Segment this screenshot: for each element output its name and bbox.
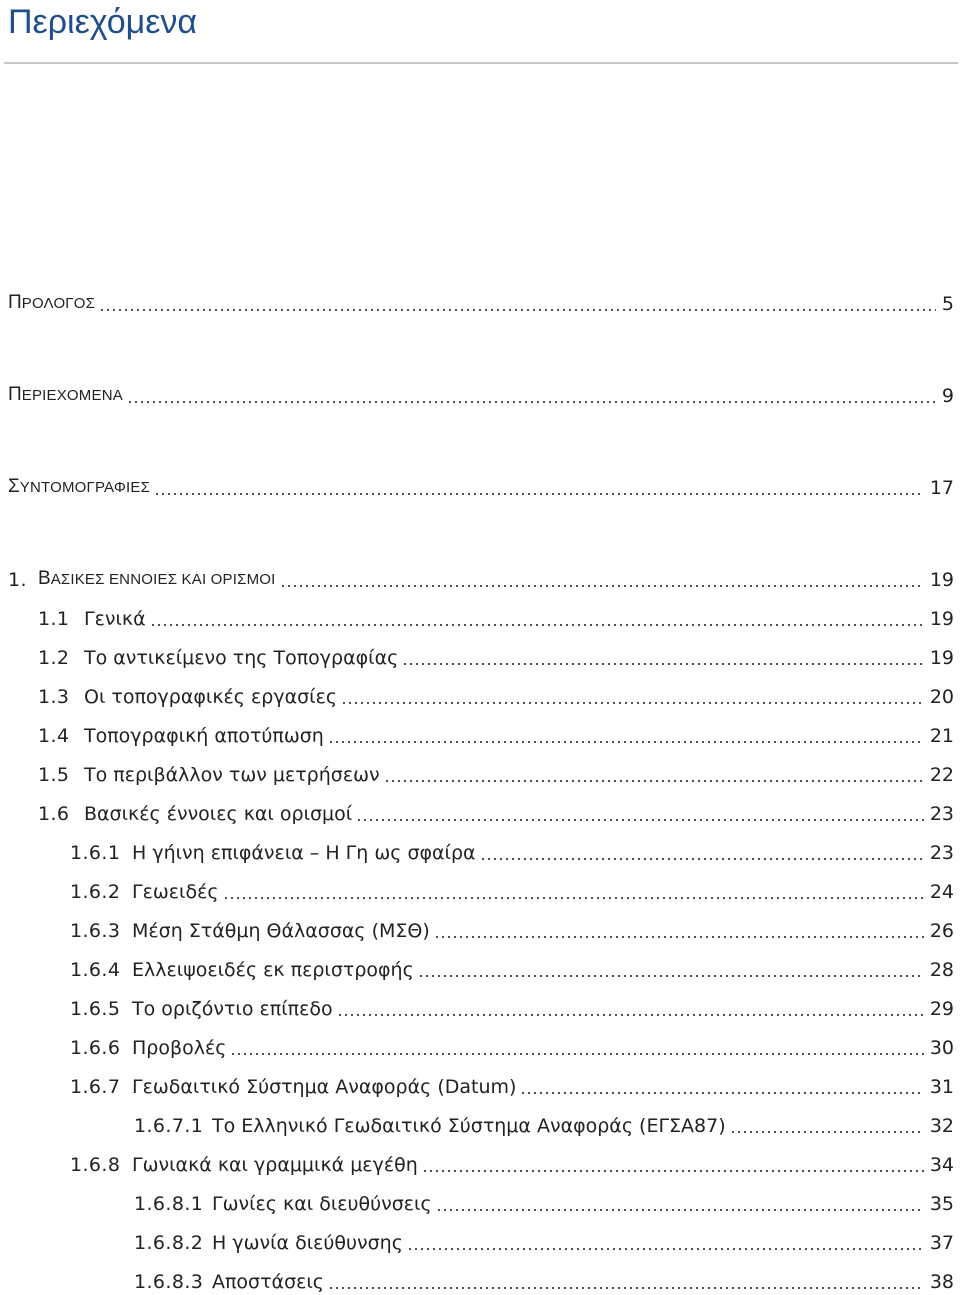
toc-entry-1-6[interactable] — [38, 798, 954, 826]
toc-leader-dots — [127, 401, 936, 403]
toc-entry-label: Ελλειψοειδές εκ περιστροφής — [132, 959, 414, 981]
toc-entry-label: Γενικά — [84, 608, 146, 630]
toc-page-number: 28 — [929, 959, 954, 981]
toc-entry-label: Οι τοπογραφικές εργασίες — [84, 686, 337, 708]
toc-entry-1-6-6[interactable] — [70, 1032, 954, 1060]
toc-leader-dots — [328, 1287, 924, 1289]
toc-page-number: 5 — [941, 293, 954, 315]
toc-entry-number: 1.6.4 — [70, 959, 121, 981]
toc-entry-label: Μέση Στάθμη Θάλασσας (ΜΣΘ) — [132, 920, 430, 942]
toc-leader-dots — [150, 624, 924, 626]
toc-entry-abbreviations[interactable] — [8, 472, 954, 500]
toc-entry-1-6-8-3[interactable] — [134, 1266, 954, 1294]
toc-page-number: 32 — [929, 1115, 954, 1137]
toc-entry-label: ΒΑΣΙΚΕΣ ΕΝΝΟΙΕΣ ΚΑΙ ΟΡΙΣΜΟΙ — [38, 568, 276, 589]
toc-entry-number: 1.6.7 — [70, 1076, 121, 1098]
toc-leader-dots — [341, 702, 924, 704]
toc-entry-1-1[interactable] — [38, 603, 954, 631]
toc-leader-dots — [223, 897, 924, 899]
toc-entry-1-2[interactable] — [38, 642, 954, 670]
toc-leader-dots — [436, 1209, 924, 1211]
toc-page-number: 21 — [929, 725, 954, 747]
toc-entry-1-5[interactable] — [38, 759, 954, 787]
toc-leader-dots — [407, 1248, 924, 1250]
toc-entry-label: Η γωνία διεύθυνσης — [212, 1232, 403, 1254]
toc-entry-number: 1. — [8, 569, 27, 591]
toc-leader-dots — [154, 493, 924, 495]
toc-page-number: 22 — [929, 764, 954, 786]
toc-entry-label: Γεωδαιτικό Σύστημα Αναφοράς (Datum) — [132, 1076, 517, 1098]
toc-entry-number: 1.6.8.3 — [134, 1271, 204, 1293]
toc-leader-dots — [402, 663, 924, 665]
toc-entry-1-6-3[interactable] — [70, 915, 954, 943]
toc-entry-prologue[interactable] — [8, 288, 954, 316]
toc-entry-label: Γεωειδές — [132, 881, 219, 903]
toc-leader-dots — [434, 936, 924, 938]
toc-entry-number: 1.3 — [38, 686, 70, 708]
toc-entry-number: 1.6.8.1 — [134, 1193, 204, 1215]
toc-entry-contents[interactable] — [8, 380, 954, 408]
toc-entry-label: ΣΥΝΤΟΜΟΓΡΑΦΙΕΣ — [8, 476, 151, 497]
toc-leader-dots — [99, 309, 936, 311]
toc-page-number: 19 — [929, 608, 954, 630]
toc-entry-number: 1.6.6 — [70, 1037, 121, 1059]
toc-leader-dots — [337, 1014, 924, 1016]
toc-entry-number: 1.6.1 — [70, 842, 121, 864]
toc-entry-number: 1.1 — [38, 608, 70, 630]
toc-leader-dots — [328, 741, 924, 743]
toc-leader-dots — [422, 1170, 924, 1172]
toc-entry-1-6-4[interactable] — [70, 954, 954, 982]
toc-entry-label: Το οριζόντιο επίπεδο — [132, 998, 333, 1020]
toc-entry-label: Τοπογραφική αποτύπωση — [84, 725, 324, 747]
toc-entry-1-4[interactable] — [38, 720, 954, 748]
toc-leader-dots — [730, 1131, 924, 1133]
toc-entry-1-6-2[interactable] — [70, 876, 954, 904]
toc-leader-dots — [384, 780, 924, 782]
toc-page-number: 19 — [929, 569, 954, 591]
toc-entry-label: Το περιβάλλον των μετρήσεων — [84, 764, 380, 786]
toc-page-number: 20 — [929, 686, 954, 708]
toc-entry-1-6-7[interactable] — [70, 1071, 954, 1099]
toc-page-number: 9 — [941, 385, 954, 407]
toc-entry-1-6-5[interactable] — [70, 993, 954, 1021]
toc-entry-1-6-8-2[interactable] — [134, 1227, 954, 1255]
toc-leader-dots — [356, 819, 924, 821]
toc-page-number: 24 — [929, 881, 954, 903]
toc-entry-1-6-1[interactable] — [70, 837, 954, 865]
page-title: Περιεχόμενα — [8, 3, 198, 41]
toc-entry-label: Γωνίες και διευθύνσεις — [212, 1193, 432, 1215]
toc-page-number: 19 — [929, 647, 954, 669]
toc-page-number: 37 — [929, 1232, 954, 1254]
toc-page-number: 23 — [929, 803, 954, 825]
toc-entry-number: 1.6.7.1 — [134, 1115, 204, 1137]
toc-page-number: 35 — [929, 1193, 954, 1215]
toc-entry-label: Προβολές — [132, 1037, 227, 1059]
toc-entry-label: ΠΕΡΙΕΧΟΜΕΝΑ — [8, 384, 123, 405]
toc-leader-dots — [418, 975, 924, 977]
toc-leader-dots — [520, 1092, 923, 1094]
toc-entry-1-3[interactable] — [38, 681, 954, 709]
toc-entry-chapter-1[interactable] — [8, 564, 954, 592]
toc-page-number: 26 — [929, 920, 954, 942]
toc-leader-dots — [480, 858, 924, 860]
toc-page-number: 34 — [929, 1154, 954, 1176]
toc-entry-label: Βασικές έννοιες και ορισμοί — [84, 803, 353, 825]
toc-entry-1-6-8-1[interactable] — [134, 1188, 954, 1216]
toc-entry-1-6-7-1[interactable] — [134, 1110, 954, 1138]
toc-entry-number: 1.6.5 — [70, 998, 121, 1020]
toc-entry-number: 1.5 — [38, 764, 70, 786]
toc-page-number: 31 — [929, 1076, 954, 1098]
toc-entry-label: Το αντικείμενο της Τοπογραφίας — [84, 647, 399, 669]
toc-leader-dots — [230, 1053, 923, 1055]
toc-page-number: 30 — [929, 1037, 954, 1059]
toc-entry-number: 1.2 — [38, 647, 70, 669]
toc-entry-label: Αποστάσεις — [212, 1271, 324, 1293]
toc-entry-number: 1.6.8.2 — [134, 1232, 204, 1254]
toc-entry-number: 1.6.2 — [70, 881, 121, 903]
toc-leader-dots — [280, 585, 924, 587]
toc-entry-number: 1.6.3 — [70, 920, 121, 942]
toc-entry-label: Η γήινη επιφάνεια – Η Γη ως σφαίρα — [132, 842, 476, 864]
toc-entry-1-6-8[interactable] — [70, 1149, 954, 1177]
toc-entry-label: ΠΡΟΛΟΓΟΣ — [8, 292, 96, 313]
toc-entry-number: 1.6 — [38, 803, 70, 825]
toc-page-number: 38 — [929, 1271, 954, 1293]
toc-page-number: 17 — [929, 477, 954, 499]
toc-page-number: 23 — [929, 842, 954, 864]
toc-page-number: 29 — [929, 998, 954, 1020]
toc-entry-label: Το Ελληνικό Γεωδαιτικό Σύστημα Αναφοράς (ΕΓΣΑ87) — [212, 1115, 726, 1137]
toc-entry-number: 1.4 — [38, 725, 70, 747]
toc-entry-number: 1.6.8 — [70, 1154, 121, 1176]
toc-entry-label: Γωνιακά και γραμμικά μεγέθη — [132, 1154, 418, 1176]
